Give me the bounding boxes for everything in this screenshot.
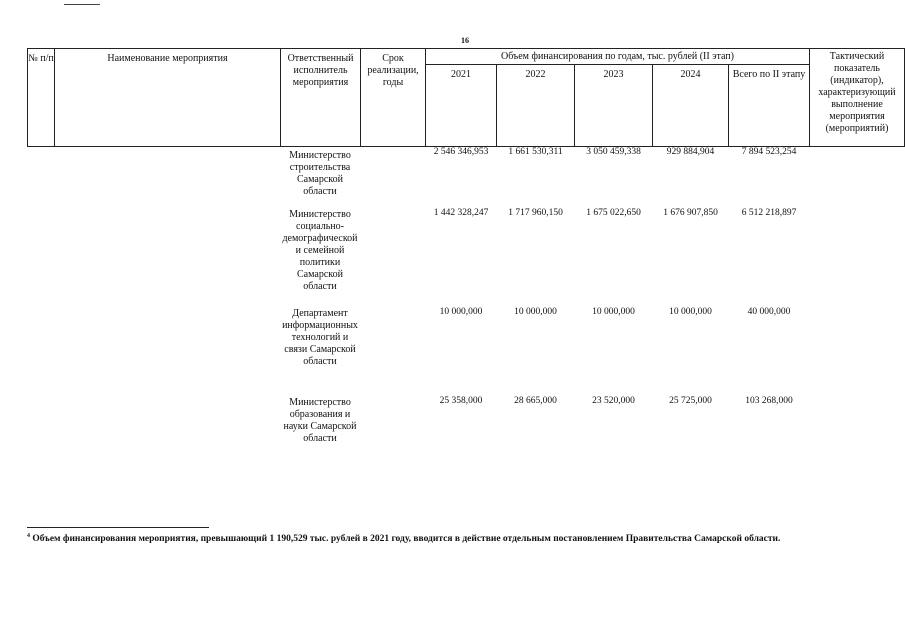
header-year-2024	[652, 64, 729, 147]
footnote-marker: 4	[27, 533, 30, 539]
row-value-2022: 28 665,000	[514, 396, 557, 406]
footnote-separator	[27, 527, 209, 528]
row-value-2023: 3 050 459,338	[586, 147, 641, 157]
header-indicator-label: Тактический показатель (индикатор), характеризующий выполнение мероприятия (мероприятий)	[818, 51, 896, 134]
page-number: 16	[461, 36, 469, 45]
row-executor: Министерство образования и науки Самарской области	[283, 397, 357, 444]
header-indicator	[809, 48, 905, 147]
header-num-label: № п/п	[28, 53, 54, 64]
row-value-2023: 23 520,000	[592, 396, 635, 406]
header-funding-label: Объем финансирования по годам, тыс. рублей (II этап)	[500, 51, 734, 62]
row-executor: Департамент информационных технологий и связи Самарской области	[282, 308, 358, 367]
row-value-2021: 1 442 328,247	[433, 208, 489, 218]
footnote-text: Объем финансирования мероприятия, превышающий 1 190,529 тыс. рублей в 2021 году, вводится в действие отдельным постановлением Правительства Самарской области.	[32, 534, 781, 545]
header-name-label: Наименование мероприятия	[107, 53, 228, 64]
row-value-2023: 10 000,000	[592, 307, 635, 317]
row-value-2022: 1 717 960,150	[508, 208, 563, 218]
scan-mark	[64, 4, 100, 5]
header-year-2023	[574, 64, 653, 147]
header-executor-label: Ответственный исполнитель мероприятия	[287, 53, 354, 88]
row-executor: Министерство строительства Самарской области	[289, 150, 351, 197]
row-executor: Министерство социально-демографической и семейной политики Самарской области	[282, 209, 358, 292]
row-value-total: 103 268,000	[745, 396, 793, 406]
row-value-2024: 10 000,000	[669, 307, 712, 317]
row-value-total: 7 894 523,254	[741, 147, 797, 157]
row-value-2023: 1 675 022,650	[586, 208, 641, 218]
header-year-label: 2023	[603, 69, 624, 80]
row-value-2022: 1 661 530,311	[508, 147, 563, 157]
header-funding	[425, 48, 810, 65]
row-value-2024: 1 676 907,850	[663, 208, 718, 218]
header-total	[728, 64, 810, 147]
row-value-total: 40 000,000	[747, 307, 791, 317]
row-value-2021: 2 546 346,953	[433, 147, 489, 157]
header-executor	[280, 48, 361, 147]
header-year-label: 2024	[680, 69, 701, 80]
row-value-2021: 25 358,000	[439, 396, 483, 406]
row-value-2024: 929 884,904	[666, 147, 715, 157]
row-value-total: 6 512 218,897	[741, 208, 797, 218]
header-year-2021	[425, 64, 497, 147]
header-year-label: 2021	[451, 69, 471, 80]
header-name	[54, 48, 281, 147]
header-year-label: 2022	[525, 69, 546, 80]
footnote	[27, 533, 780, 544]
header-term-label: Срок реализации, годы	[367, 53, 419, 88]
header-term	[360, 48, 426, 147]
header-num	[27, 48, 55, 147]
row-value-2021: 10 000,000	[439, 307, 483, 317]
row-value-2024: 25 725,000	[669, 396, 712, 406]
header-total-label: Всего по II этапу	[732, 69, 806, 80]
row-value-2022: 10 000,000	[514, 307, 557, 317]
header-year-2022	[496, 64, 575, 147]
